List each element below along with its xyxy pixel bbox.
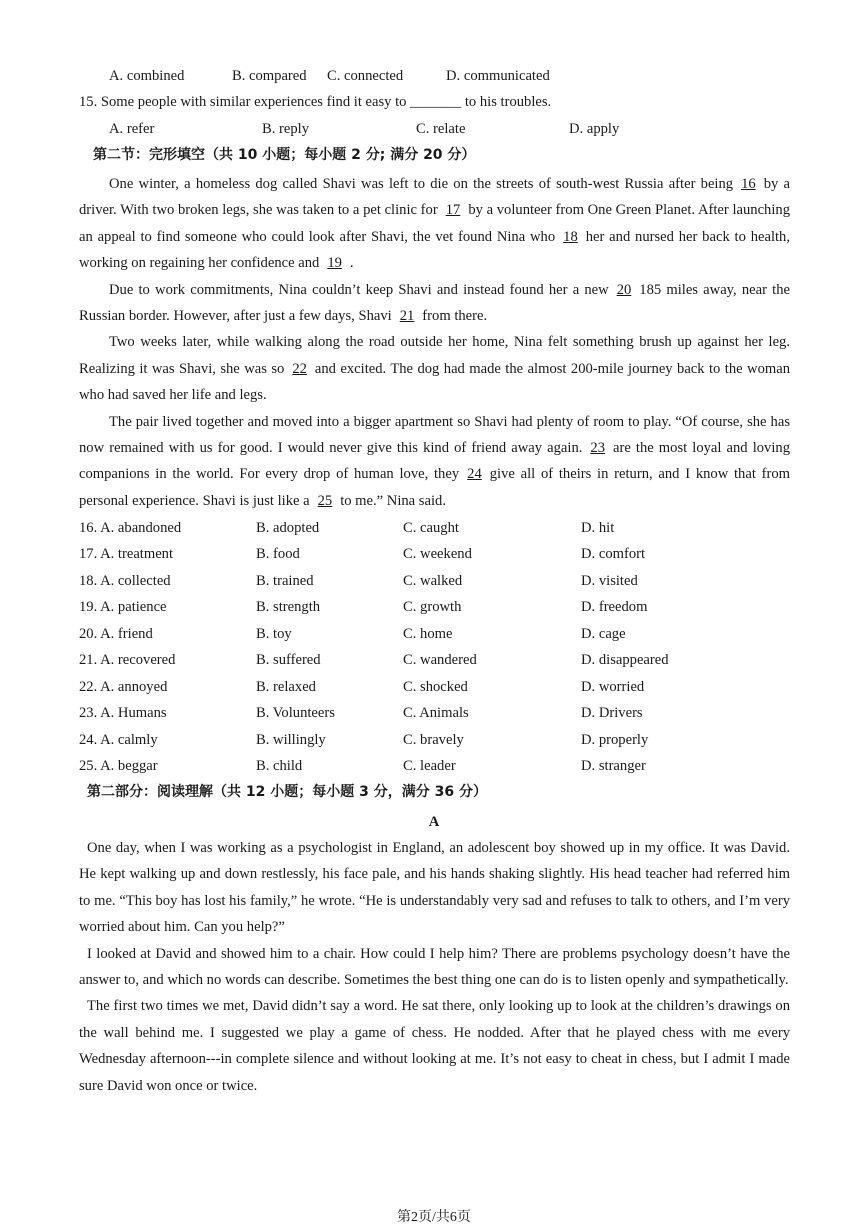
cloze-paragraph: The pair lived together and moved into a bigger apartment so Shavi had plenty of room to play. “Of course, she has now remained with us for good. I would never give this kind of friend away again. 23 are the most loyal and loving companions in the world. For every drop of human love, they 24 give all of theirs in return, and I know that from personal experience. Shavi is just like a 25 to me.” Nina said. <box>79 413 791 509</box>
q18-option-a: 18. A. collected <box>79 573 171 589</box>
prev-option-a: A. combined <box>109 68 185 84</box>
q21-option-b: B. suffered <box>256 652 321 668</box>
reading-paragraph: One day, when I was working as a psychologist in England, an adolescent boy showed up in my office. It was David. He kept walking up and down restlessly, his face pale, and his hands shaking slightly. His head teacher had referred him to me. “This boy has lost his family,” he wrote. “He is understandably very sad and refuses to talk to others, and I’m very worried about him. Can you help?” <box>79 840 790 936</box>
prev-option-b: B. compared <box>232 68 307 84</box>
blank-18: 18 <box>563 228 578 245</box>
q17-option-d: D. comfort <box>581 546 646 562</box>
q22-option-a: 22. A. annoyed <box>79 679 168 695</box>
q21-option-d: D. disappeared <box>581 652 669 668</box>
q23-option-b: B. Volunteers <box>256 705 335 721</box>
q15-option-c: C. relate <box>416 121 466 137</box>
q24-option-a: 24. A. calmly <box>79 732 158 748</box>
q15-stem <box>79 92 551 112</box>
q15-blank: _______ <box>410 94 462 110</box>
q24-option-c: C. bravely <box>403 732 464 748</box>
q24-option-b: B. willingly <box>256 732 326 748</box>
q25-option-a: 25. A. beggar <box>79 758 158 774</box>
blank-25: 25 <box>317 492 333 509</box>
cloze-paragraph: One winter, a homeless dog called Shavi was left to die on the streets of south-west Russia after being 16 by a driver. With two broken legs, she was taken to a pet clinic for 17 by a volunteer from One Green Planet. After launching an appeal to find someone who could look after Shavi, the vet found Nina who 18 her and nursed her back to health, working on regaining her confidence and 19 . <box>79 176 790 272</box>
q22-option-d: D. worried <box>581 679 645 695</box>
q19-option-a: 19. A. patience <box>79 599 167 615</box>
q15-stem-before: 15. Some people with similar experiences find it easy to <box>79 94 407 110</box>
q18-option-b: B. trained <box>256 573 314 589</box>
q20-option-a: 20. A. friend <box>79 626 153 642</box>
cloze-paragraph: Due to work commitments, Nina couldn’t keep Shavi and instead found her a new 20 185 miles away, near the Russian border. However, after just a few days, Shavi 21 from there. <box>79 281 790 325</box>
reading-passage <box>79 835 790 1099</box>
blank-23: 23 <box>590 440 605 457</box>
q15-option-a: A. refer <box>109 121 155 137</box>
q15-option-d: D. apply <box>569 121 620 137</box>
q15-option-b: B. reply <box>262 121 310 137</box>
q15-stem-after: to his troubles. <box>464 94 552 110</box>
q20-option-c: C. home <box>403 626 453 642</box>
reading-paragraph: I looked at David and showed him to a chair. How could I help him? There are problems psychology doesn’t have the answer to, and which no words can describe. Sometimes the best thing one can do is to listen openly and sympathetically. <box>79 945 790 989</box>
cloze-paragraph: Two weeks later, while walking along the road outside her home, Nina felt something brush up against her leg. Realizing it was Shavi, she was so 22 and excited. The dog had made the almost 200-mile journey back to the woman who had saved her life and legs. <box>79 334 790 404</box>
blank-21: 21 <box>399 308 415 325</box>
reading-heading: 第二部分：阅读理解（共 12 小题；每小题 3 分，满分 36 分） <box>87 784 487 800</box>
q17-option-b: B. food <box>256 546 300 562</box>
cloze-passage <box>79 171 790 514</box>
q20-option-b: B. toy <box>256 626 292 642</box>
q19-option-b: B. strength <box>256 599 321 615</box>
q16-option-b: B. adopted <box>256 520 320 536</box>
blank-24: 24 <box>467 466 482 483</box>
reading-paragraph: The first two times we met, David didn’t say a word. He sat there, only looking up to look at the children’s drawings on the wall behind me. I suggested we play a game of chess. He nodded. After that he played chess with me every Wednesday afternoon---in complete silence and without looking at me. It’s not easy to cheat in chess, but I admit I made sure David won once or twice. <box>79 998 790 1094</box>
prev-option-d: D. communicated <box>446 68 550 84</box>
blank-19: 19 <box>327 255 342 272</box>
blank-16: 16 <box>741 176 756 192</box>
q23-option-a: 23. A. Humans <box>79 705 167 721</box>
q22-option-c: C. shocked <box>403 679 468 695</box>
q16-option-c: C. caught <box>403 520 459 536</box>
q21-option-c: C. wandered <box>403 652 477 668</box>
blank-17: 17 <box>445 202 461 219</box>
q17-option-c: C. weekend <box>403 546 472 562</box>
q25-option-c: C. leader <box>403 758 456 774</box>
blank-22: 22 <box>292 360 307 377</box>
q23-option-c: C. Animals <box>403 705 469 721</box>
q22-option-b: B. relaxed <box>256 679 316 695</box>
section-label: A <box>428 814 440 830</box>
q25-option-d: D. stranger <box>581 758 646 774</box>
q19-option-c: C. growth <box>403 599 462 615</box>
q21-option-a: 21. A. recovered <box>79 652 176 668</box>
q24-option-d: D. properly <box>581 732 649 748</box>
prev-option-c: C. connected <box>327 68 404 84</box>
blank-20: 20 <box>616 281 632 298</box>
q16-option-d: D. hit <box>581 520 615 536</box>
q18-option-d: D. visited <box>581 573 638 589</box>
q25-option-b: B. child <box>256 758 303 774</box>
q19-option-d: D. freedom <box>581 599 648 615</box>
q16-option-a: 16. A. abandoned <box>79 520 182 536</box>
q17-option-a: 17. A. treatment <box>79 546 174 562</box>
q18-option-c: C. walked <box>403 573 463 589</box>
cloze-heading: 第二节：完形填空（共 10 小题；每小题 2 分; 满分 20 分） <box>93 147 476 163</box>
q23-option-d: D. Drivers <box>581 705 643 721</box>
page-number: 第2页/共6页 <box>397 1210 471 1225</box>
q20-option-d: D. cage <box>581 626 626 642</box>
